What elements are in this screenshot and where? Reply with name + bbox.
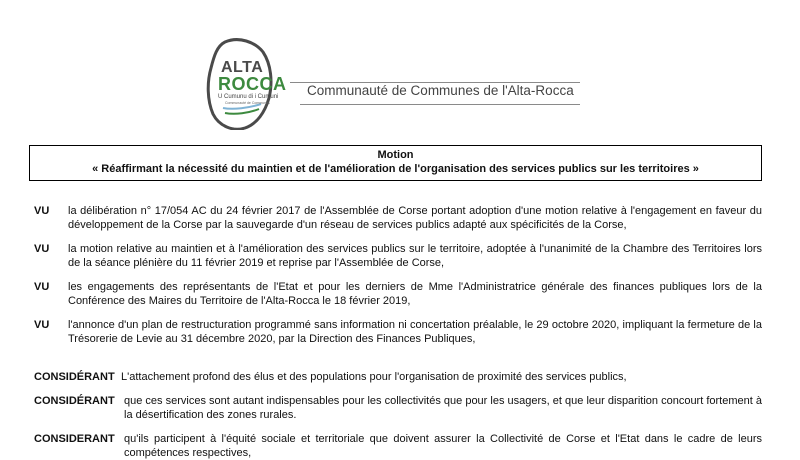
logo-subline: Communauté de Communes: [225, 101, 270, 105]
logo-tagline: U Cumunu di i Cumuni: [218, 94, 279, 100]
vu-keyword: VU: [34, 281, 50, 293]
logo-text-rocca: ROCCA: [218, 74, 287, 94]
considerant-keyword: CONSIDÉRANT: [34, 371, 115, 383]
organization-logo: [205, 38, 287, 130]
vu-text: la motion relative au maintien et à l'amélioration des services publics sur le territoire, adoptée à l'unanimité de la Chambre des Territoires lors de la séance plénière du 11 février 2019 et reprise par l'Assemblée de Corse,: [68, 243, 762, 269]
header-rule-bottom: [300, 104, 580, 105]
considerant-text: que ces services sont autant indispensables pour les collectivités que pour les usagers, et que leur disparition concourt fortement à la désertification des zones rurales.: [124, 395, 762, 421]
considerant-text: L'attachement profond des élus et des populations pour l'organisation de proximité des services publics,: [121, 371, 627, 383]
motion-label: Motion: [377, 149, 414, 161]
logo-text-alta: ALTA: [221, 59, 264, 76]
vu-text: l'annonce d'un plan de restructuration programmé sans information ni concertation préalable, le 29 octobre 2020, impliquant la fermeture de la Trésorerie de Levie au 31 décembre 2020, par la Direction des Finances Publiques,: [68, 319, 762, 345]
vu-keyword: VU: [34, 243, 50, 255]
vu-keyword: VU: [34, 319, 50, 331]
vu-text: la délibération n° 17/054 AC du 24 février 2017 de l'Assemblée de Corse portant adoption d'une motion relative à l'engagement en faveur du développement de la Corse par la sauvegarde d'un réseau de services publics adapté aux spécificités de la Corse,: [68, 205, 762, 231]
vu-keyword: VU: [34, 205, 50, 217]
vu-text: les engagements des représentants de l'Etat et pour les derniers de Mme l'Administratrice générale des finances publiques lors de la Conférence des Maires du Territoire de l'Alta-Rocca le 18 février 2019,: [68, 281, 762, 307]
organization-name: Communauté de Communes de l'Alta-Rocca: [307, 83, 574, 98]
motion-title-box: [29, 145, 762, 181]
considerant-text: qu'ils participent à l'équité sociale et territoriale que doivent assurer la Collectivité de Corse et l'Etat dans le cadre de leurs compétences respectives,: [124, 433, 762, 459]
motion-subtitle: « Réaffirmant la nécessité du maintien et de l'amélioration de l'organisation des services publics sur les territoires »: [92, 163, 699, 175]
considerant-keyword: CONSIDERANT: [34, 433, 115, 445]
considerant-keyword: CONSIDÉRANT: [34, 395, 115, 407]
